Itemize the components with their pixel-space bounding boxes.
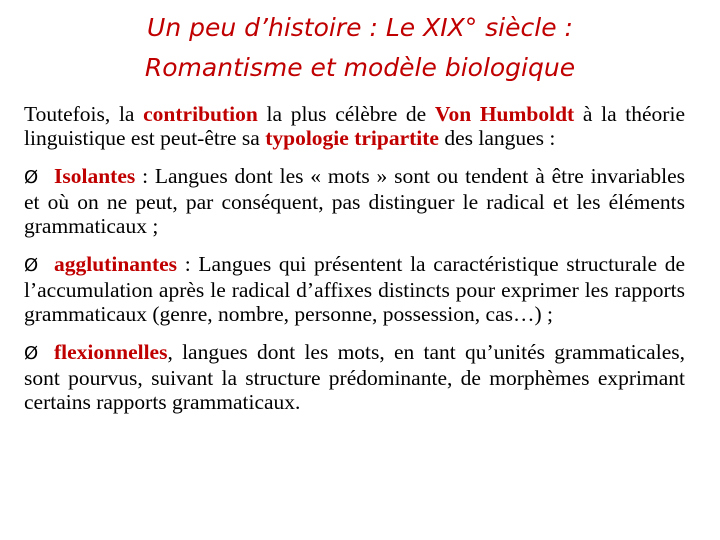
intro-text-4: des langues :: [438, 126, 556, 150]
slide-title: [40, 8, 680, 88]
keyword-contribution: contribution: [143, 102, 258, 126]
slide-title-line-2: Romantisme et modèle biologique: [144, 53, 576, 82]
bullet-flexionnelles: [24, 340, 685, 414]
bullet-agglutinantes-text: : Langues qui présentent la caractéristique structurale de l’accumulation après le radical d’affixes distincts pour exprimer les rapports grammaticaux (genre, nombre, personne, possession, cas…) ;: [24, 252, 685, 326]
bullet-isolantes: [24, 164, 685, 238]
keyword-flexionnelles: flexionnelles: [54, 340, 168, 364]
keyword-typologie-tripartite: typologie tripartite: [265, 126, 439, 150]
arrow-bullet-icon: Ø: [24, 255, 39, 276]
intro-text-3: à la théorie linguistique est peut-être sa: [24, 102, 685, 150]
keyword-von-humboldt: Von Humboldt: [434, 102, 575, 126]
intro-text-1: Toutefois, la: [24, 102, 144, 126]
intro-paragraph: [24, 102, 685, 150]
keyword-isolantes: Isolantes: [54, 164, 136, 188]
intro-text-2: la plus célèbre de: [257, 102, 435, 126]
keyword-agglutinantes: agglutinantes: [54, 252, 178, 276]
slide-title-line-1: Un peu d’histoire : Le XIX° siècle :: [147, 13, 573, 42]
bullet-isolantes-text: : Langues dont les « mots » sont ou tendent à être invariables et où on ne peut, par conséquent, pas distinguer le radical et les éléments grammaticaux ;: [24, 164, 685, 238]
bullet-agglutinantes: [24, 252, 685, 326]
arrow-bullet-icon: Ø: [24, 167, 39, 188]
arrow-bullet-icon: Ø: [24, 343, 39, 364]
slide-body: [24, 102, 685, 428]
bullet-flexionnelles-text: , langues dont les mots, en tant qu’unités grammaticales, sont pourvus, suivant la structure prédominante, de morphèmes exprimant certains rapports grammaticaux.: [24, 340, 685, 414]
